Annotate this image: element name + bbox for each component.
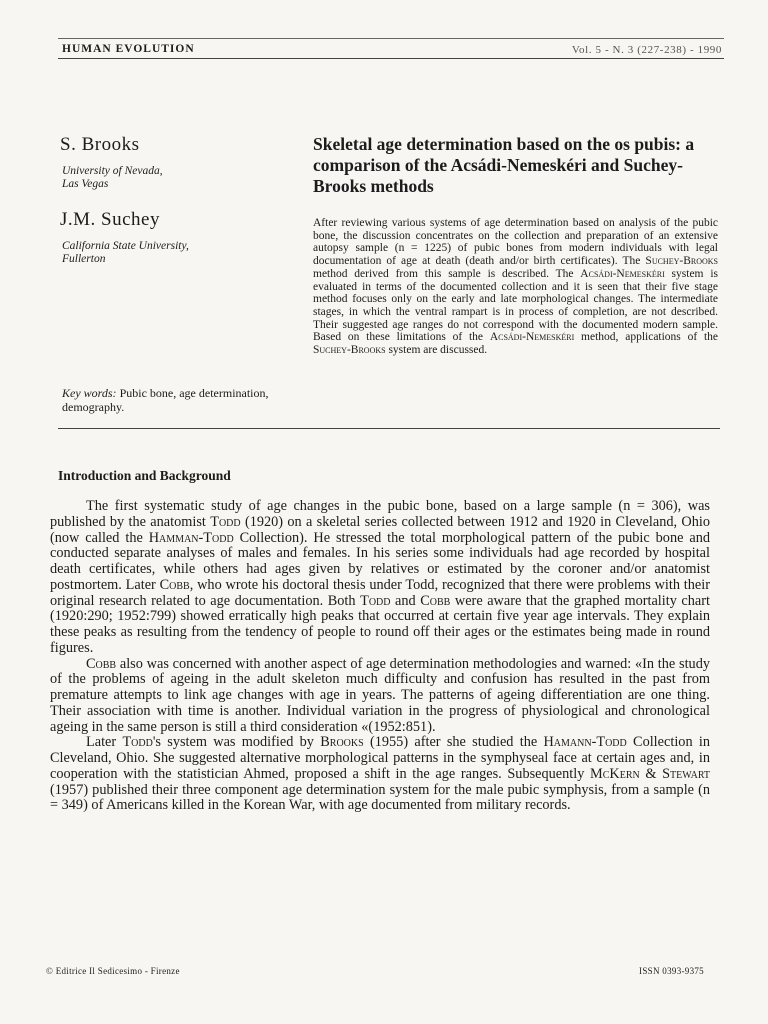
body-text-run: Collection in Cleveland, Ohio. She suggested alternative morphological patterns in the symphyseal face at certain ages and, in cooperation with the statistician Ahmed, proposed a shift in the age ranges. Subsequently (50, 734, 710, 782)
volume-info: Vol. 5 - N. 3 (227-238) - 1990 (571, 44, 722, 56)
affiliation-line: Las Vegas (62, 178, 109, 190)
abstract (313, 217, 718, 357)
body-text-run: Collection). He stressed the total morphological pattern of the pubic bone and conducted separate analyses of males and females. In his series some individuals had age recorded by hospital death certificates, while others had ages given by relatives or estimated by the coroner and/or anatomist postmortem. Later (50, 529, 711, 593)
author-citation: Todd (122, 734, 153, 751)
keywords-label: Key words: (62, 386, 117, 400)
method-name: Acsádi-Nemeskéri (580, 267, 665, 280)
author-affiliation-brooks (62, 165, 262, 191)
collection-name: Hamann-Todd (543, 734, 627, 751)
author-affiliation-suchey (62, 240, 262, 266)
section-heading: Introduction and Background (58, 468, 231, 483)
body-text-run: , who wrote his doctoral thesis under Todd, recognized that there were problems with their original research related to age documentation. Both (50, 576, 711, 609)
abstract-text: method, applications of the (574, 331, 718, 344)
body-text-run: (1955) after she studied the (363, 734, 544, 751)
abstract-text: system are discussed. (385, 344, 488, 357)
author-name-suchey: J.M. Suchey (60, 209, 160, 230)
abstract-text: method derived from this sample is described. The (313, 267, 581, 280)
body-text (50, 499, 710, 814)
body-text-run: also was concerned with another aspect of age determination methodologies and warned: «In the study of the problems of ageing in the adult skeleton much difficulty and confusion has resulted in the past from premature attempts to link age changes with age in years. The patterns of ageing differentiation are one thing. Their association with time is another. Individual variation in the progress of physiological and chronological ageing in the same person is still a third consideration «(1952:851). (50, 655, 710, 735)
affiliation-line: Fullerton (62, 253, 106, 265)
issn: ISSN 0393-9375 (639, 966, 704, 976)
body-text-run: (1957) published their three component age determination system for the male pubic symphysis, from a sample (n = 349) of Americans killed in the Korean War, with age documented from military records. (50, 781, 710, 814)
copyright-notice: © Editrice Il Sedicesimo - Firenze (46, 966, 180, 976)
abstract-text: After reviewing various systems of age determination based on analysis of the pubic bone, the discussion concentrates on the collection and preparation of an extensive autopsy sample (n = 1225) of pubic bones from modern individuals with legal documentation of age at death (death and/or birth certificates). The (313, 217, 718, 268)
abstract-rule (58, 428, 720, 429)
header-rule (58, 58, 724, 59)
keywords (62, 386, 292, 414)
author-citation: Cobb (420, 592, 451, 609)
collection-name: Hamman-Todd (148, 529, 234, 546)
author-citation: Cobb (159, 576, 190, 593)
method-name: Acsádi-Nemeskéri (489, 331, 575, 344)
affiliation-line: California State University, (62, 240, 189, 252)
top-rule (58, 38, 724, 39)
affiliation-line: University of Nevada, (62, 165, 163, 177)
author-name-brooks: S. Brooks (60, 134, 140, 155)
body-text-run: (1920) on a skeletal series collected between 1912 and 1920 in Cleveland, Ohio (now called the (50, 513, 711, 546)
body-paragraph (50, 735, 710, 814)
abstract-text: system is evaluated in terms of the documented collection and it is seen that their five stage method focuses only on the early and late morphological changes. The intermediate stages, in which the ventral rampart is in process of completion, are not described. Their suggested age ranges do not correspond with the documented modern sample. Based on these limitations of the (313, 267, 718, 344)
body-text-run: 's system was modified by (152, 734, 321, 751)
method-name: Suchey-Brooks (645, 255, 718, 268)
body-text-run: and (390, 592, 421, 609)
body-text-run: were aware that the graphed mortality chart (1920:290; 1952:799) showed erratically high peaks that occurred at certain five year age intervals. They explain these peaks as resulting from the tendency of people to round off their ages or the estimates being made in round figures. (50, 592, 710, 656)
body-paragraph (50, 499, 710, 657)
author-citation: Todd (210, 513, 241, 530)
keywords-text: Pubic bone, age determination, demography. (62, 386, 269, 414)
journal-name: HUMAN EVOLUTION (62, 43, 195, 55)
body-paragraph (50, 657, 710, 736)
body-text-run: Later (86, 734, 123, 751)
author-citation: Brooks (320, 734, 364, 751)
body-text-run: The first systematic study of age changes in the pubic bone, based on a large sample (n = 306), was published by the anatomist (50, 498, 710, 530)
method-name: Suchey-Brooks (313, 344, 386, 357)
author-citation: Cobb (86, 655, 117, 672)
article-title: Skeletal age determination based on the os pubis: a comparison of the Acsádi-Nemeskéri and Suchey-Brooks methods (313, 134, 695, 196)
author-citation: McKern & Stewart (590, 765, 711, 782)
author-citation: Todd (360, 592, 391, 609)
